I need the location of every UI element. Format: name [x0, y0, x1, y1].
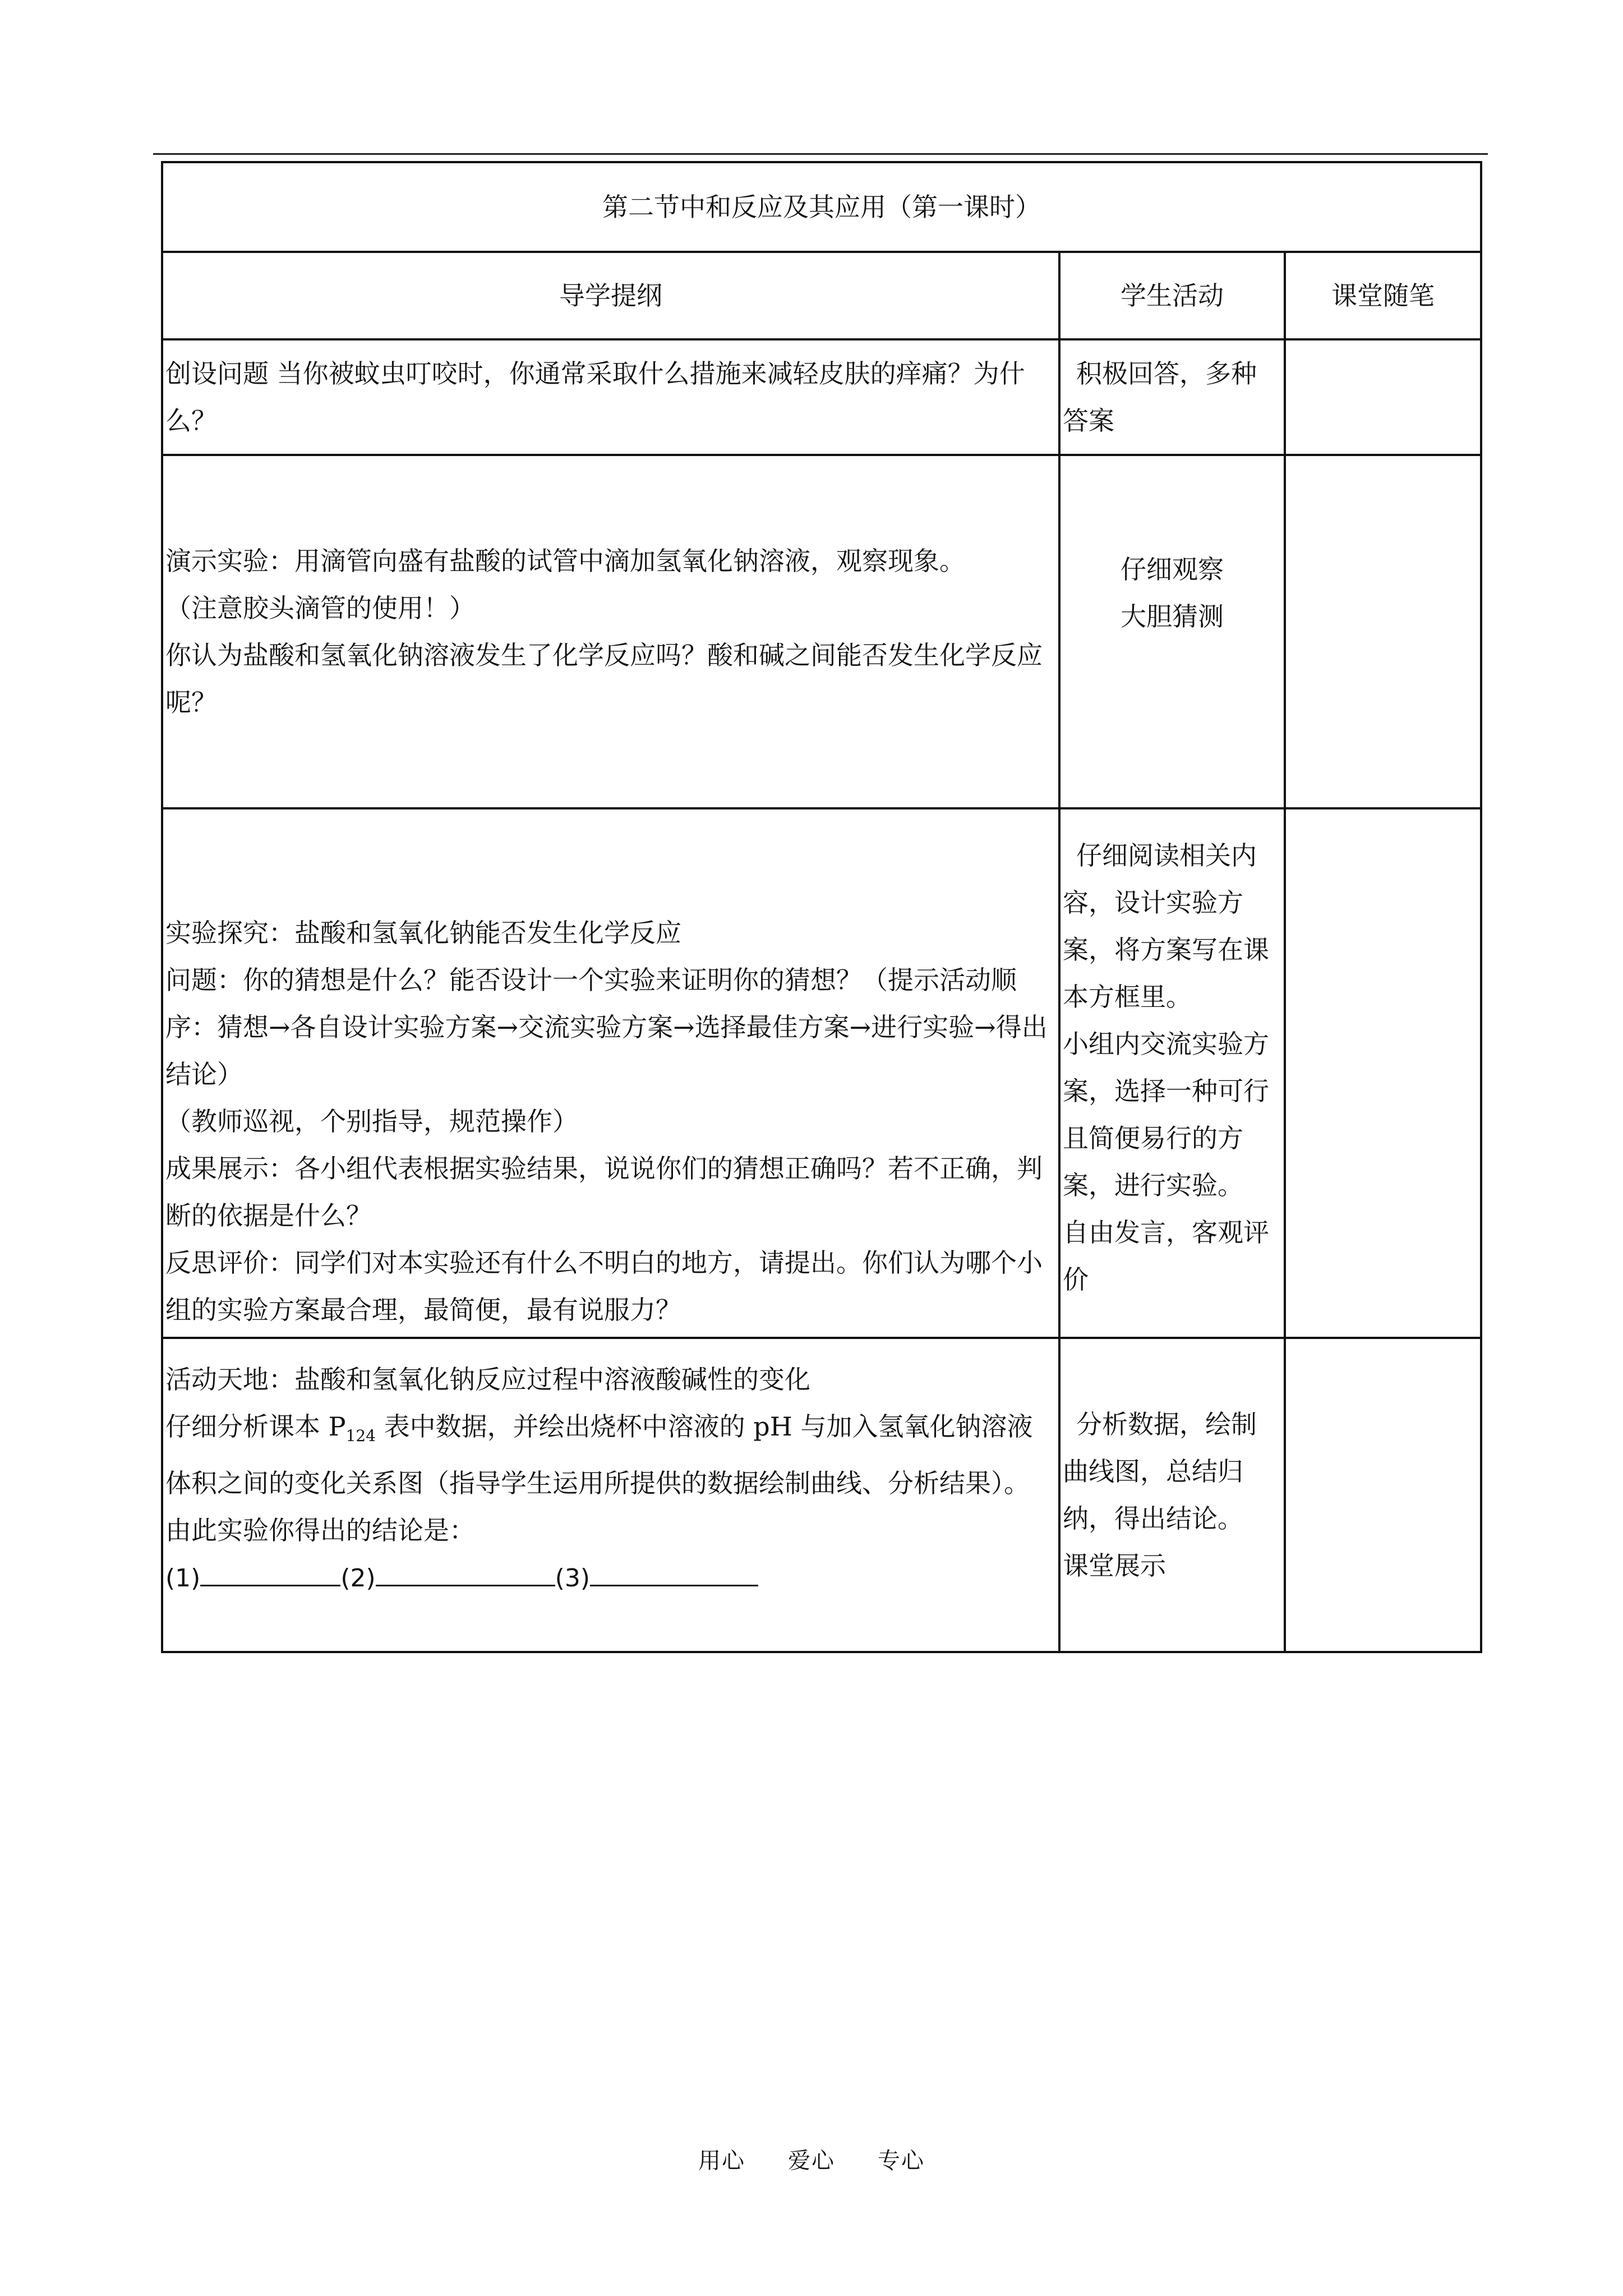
page-footer [0, 2143, 1623, 2175]
outline-text: 你认为盐酸和氢氧化钠溶液发生了化学反应吗？酸和碱之间能否发生化学反应呢？ [165, 640, 1043, 717]
activity-text: 小组内交流实验方案，选择一种可行且简便易行的方案，进行实验。 [1063, 1029, 1269, 1200]
activity-cell [1059, 808, 1285, 1338]
outline-text: （注意胶头滴管的使用！） [165, 593, 475, 623]
blank-3[interactable] [590, 1558, 758, 1586]
outline-cell [162, 339, 1059, 455]
header-outline: 导学提纲 [162, 252, 1059, 339]
outline-text: 演示实验：用滴管向盛有盐酸的试管中滴加氢氧化钠溶液，观察现象。 [165, 546, 965, 576]
outline-text: 由此实验你得出的结论是： [165, 1515, 475, 1546]
outline-text: 反思评价：同学们对本实验还有什么不明白的地方，请提出。你们认为哪个小组的实验方案最合理，最简便，最有说服力？ [165, 1248, 1043, 1325]
blank-label-1: (1) [165, 1564, 201, 1593]
activity-text: 分析数据，绘制曲线图，总结归纳，得出结论。 [1063, 1409, 1257, 1534]
activity-cell [1059, 455, 1285, 808]
outline-text: 活动天地：盐酸和氢氧化钠反应过程中溶液酸碱性的变化 [165, 1364, 810, 1395]
footer-text: 专心 [878, 2148, 925, 2174]
notes-cell[interactable] [1285, 455, 1481, 808]
outline-text: 实验探究：盐酸和氢氧化钠能否发生化学反应 [165, 918, 681, 948]
outline-text: 成果展示：各小组代表根据实验结果，说说你们的猜想正确吗？若不正确，判断的依据是什么？ [165, 1153, 1043, 1231]
activity-text: 课堂展示 [1063, 1550, 1166, 1581]
notes-cell[interactable] [1285, 808, 1481, 1338]
activity-text: 自由发言，客观评价 [1063, 1217, 1269, 1295]
outline-text: 创设问题 当你被蚊虫叮咬时，你通常采取什么措施来减轻皮肤的痒痛？为什么？ [165, 358, 1025, 436]
outline-analysis-text: 仔细分析课本 $P_{124}$ 表中数据，并绘出烧杯中溶液的 pH 与加入氢氧化钠溶液体积之间的变化关系图（指导学生运用所提供的数据绘制曲线、分析结果）。 [165, 1411, 1033, 1499]
lesson-plan-table [161, 161, 1482, 1653]
notes-cell[interactable] [1285, 1338, 1481, 1652]
activity-text: 仔细观察 [1121, 554, 1224, 585]
blank-2[interactable] [376, 1558, 555, 1586]
table-row [162, 808, 1481, 1338]
notes-cell[interactable] [1285, 339, 1481, 455]
conclusion-blanks [165, 1554, 1056, 1602]
activity-text: 积极回答，多种答案 [1063, 358, 1257, 436]
outline-cell [162, 1338, 1059, 1652]
blank-label-2: (2) [340, 1564, 376, 1593]
table-row [162, 455, 1481, 808]
outline-text: 问题：你的猜想是什么？能否设计一个实验来证明你的猜想？（提示活动顺序：猜想→各自设计实验方案→交流实验方案→选择最佳方案→进行实验→得出结论） [165, 965, 1048, 1089]
outline-text: （教师巡视，个别指导，规范操作） [165, 1106, 578, 1137]
lesson-title: 第二节中和反应及其应用（第一课时） [162, 162, 1481, 252]
header-activity: 学生活动 [1059, 252, 1285, 339]
outline-cell [162, 455, 1059, 808]
table-row [162, 339, 1481, 455]
blank-label-3: (3) [555, 1564, 590, 1593]
activity-cell [1059, 1338, 1285, 1652]
table-row [162, 1338, 1481, 1652]
outline-cell [162, 808, 1059, 1338]
activity-text: 仔细阅读相关内容，设计实验方案，将方案写在课本方框里。 [1063, 840, 1269, 1012]
header-notes: 课堂随笔 [1285, 252, 1481, 339]
footer-text: 爱心 [788, 2148, 835, 2174]
header-rule [153, 153, 1488, 155]
activity-text: 大胆猜测 [1121, 601, 1224, 632]
blank-1[interactable] [200, 1558, 340, 1586]
footer-text: 用心 [698, 2148, 745, 2174]
activity-cell [1059, 339, 1285, 455]
